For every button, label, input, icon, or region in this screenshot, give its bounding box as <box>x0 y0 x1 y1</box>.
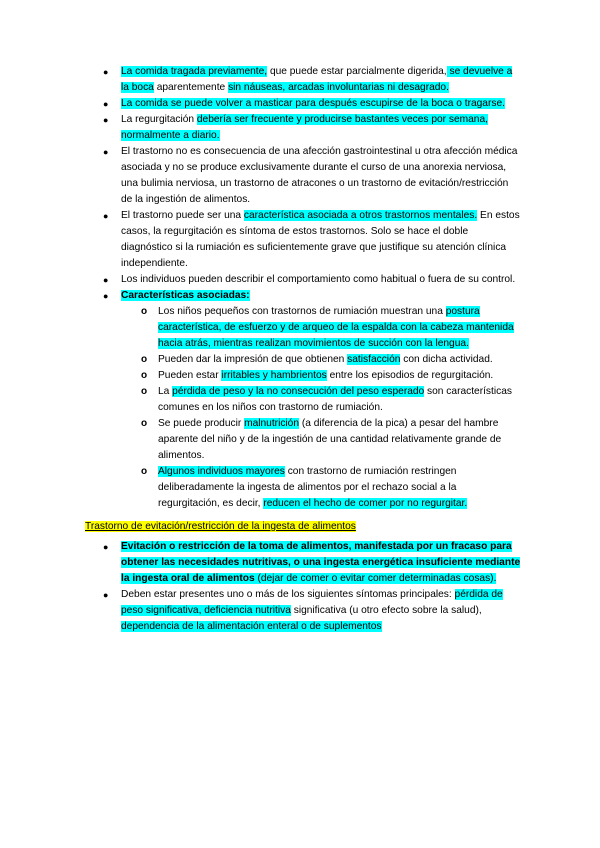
sub-bullet-icon: o <box>141 466 148 477</box>
sublist-item: o Pueden estar irritables y hambrientos entre los episodios de regurgitación. <box>0 368 600 384</box>
bullet-icon: ● <box>103 542 109 552</box>
list-item: ● Los individuos pueden describir el comportamiento como habitual o fuera de su control. <box>0 272 600 288</box>
list-item-associated-features <box>0 288 600 304</box>
list-item: ● Deben estar presentes uno o más de los siguientes síntomas principales: pérdida de peso significativa, deficiencia nutritiva significativa (u otro efecto sobre la salud), dependencia de la alimentación enteral o de suplementos <box>103 589 503 632</box>
sublist-item: o La pérdida de peso y la no consecución del peso esperado son características comunes en los niños con trastorno de rumiación. <box>141 386 512 413</box>
associated-features-label: Características asociadas: <box>121 290 250 301</box>
list-item: ● La regurgitación debería ser frecuente y producirse bastantes veces por semana, normalmente a diario. <box>103 114 488 141</box>
arfid-criteria-list <box>0 539 600 635</box>
bullet-icon: ● <box>103 147 109 157</box>
list-item: ● Evitación o restricción de la toma de alimentos, manifestada por un fracaso para obtener las necesidades nutritivas, o una ingesta energética insuficiente mediante la ingesta oral de alimentos (dejar de comer o evitar comer determinadas cosas). <box>103 541 521 584</box>
list-item: ● La comida se puede volver a masticar para después escupirse de la boca o tragarse. <box>0 96 600 112</box>
bullet-icon: ● <box>103 291 109 301</box>
sublist-item: o Pueden dar la impresión de que obtienen satisfacción con dicha actividad. <box>0 352 600 368</box>
document-page <box>0 64 600 635</box>
sublist-item: o Algunos individuos mayores con trastorno de rumiación restringen deliberadamente la ingesta de alimentos por el rechazo social a la regurgitación, es decir, reducen el hecho de comer por no regurgitar. <box>141 466 468 509</box>
sub-bullet-icon: o <box>141 418 148 429</box>
sub-bullet-icon: o <box>141 306 148 317</box>
section-heading <box>0 519 600 535</box>
rumination-criteria-list <box>0 64 600 304</box>
list-item: ● El trastorno no es consecuencia de una afección gastrointestinal u otra afección médica asociada y no se produce exclusivamente durante el curso de una anorexia nerviosa, una bulimia nerviosa, un trastorno de atracones o un trastorno de evitación/restricción de la ingestión de alimentos. <box>103 146 518 205</box>
list-item: ● El trastorno puede ser una característica asociada a otros trastornos mentales. En estos casos, la regurgitación es síntoma de estos trastornos. Solo se hace el doble diagnóstico si la rumiación es suficientemente grave que justifique su atención clínica independiente. <box>103 210 520 269</box>
sublist-item: o Se puede producir malnutrición (a diferencia de la pica) a pesar del hambre aparente del niño y de la ingestión de una cantidad relativamente grande de alimentos. <box>141 418 502 461</box>
sublist-item: o Los niños pequeños con trastornos de rumiación muestran una postura característica, de esfuerzo y de arqueo de la espalda con la cabeza mantenida hacia atrás, mientras realizan movimientos de succión con la lengua. <box>141 306 514 349</box>
bullet-icon: ● <box>103 99 109 109</box>
bullet-icon: ● <box>103 590 109 600</box>
associated-features-sublist <box>0 304 600 512</box>
list-item: ● La comida tragada previamente, que puede estar parcialmente digerida, se devuelve a la boca aparentemente sin náuseas, arcadas involuntarias ni desagrado. <box>103 66 513 93</box>
sub-bullet-icon: o <box>141 370 148 381</box>
bullet-icon: ● <box>103 275 109 285</box>
sub-bullet-icon: o <box>141 386 148 397</box>
sub-bullet-icon: o <box>141 354 148 365</box>
bullet-icon: ● <box>103 211 109 221</box>
bullet-icon: ● <box>103 67 109 77</box>
section-heading-text: Trastorno de evitación/restricción de la ingesta de alimentos <box>85 521 356 532</box>
bullet-icon: ● <box>103 115 109 125</box>
